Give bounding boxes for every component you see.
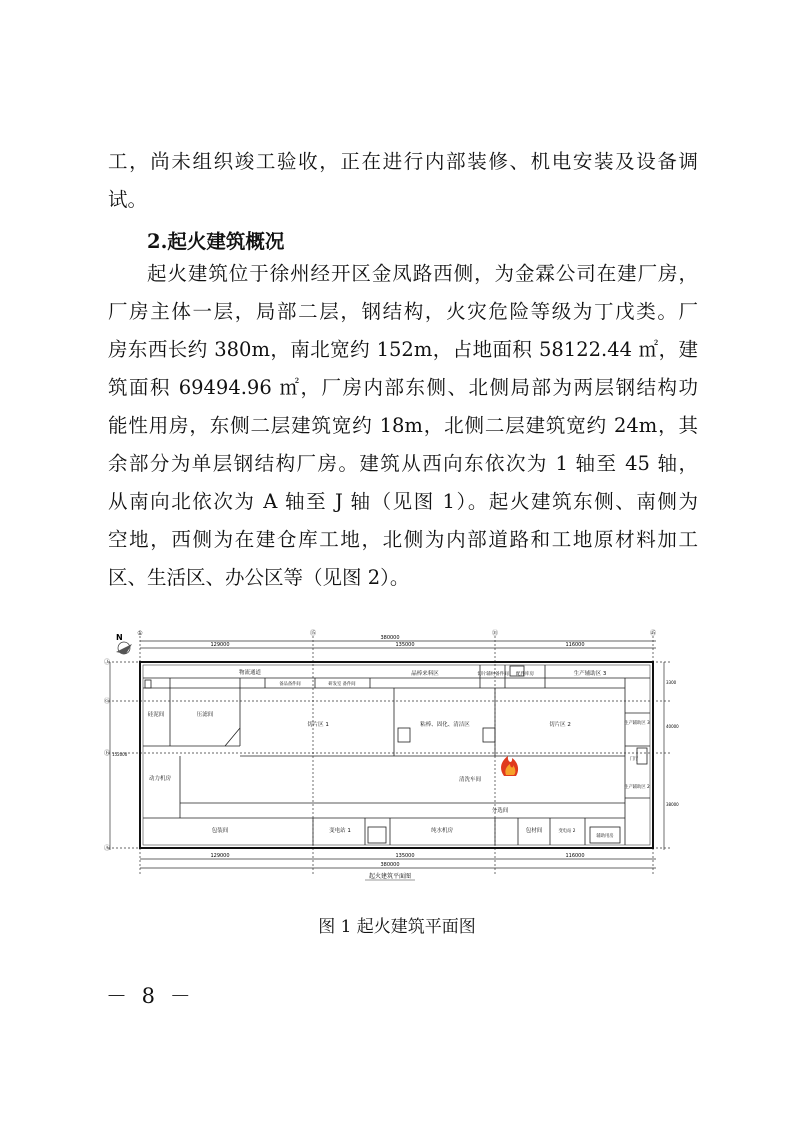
room-pack-material: 包材间 — [525, 828, 543, 834]
dim-top-left: 129000 — [210, 642, 230, 648]
room-storage: 配件库房 — [516, 672, 534, 677]
dim-bottom-total: 380000 — [380, 862, 400, 868]
body-paragraph — [108, 255, 698, 597]
room-substation-1: 变电站 1 — [329, 828, 351, 834]
room-prod-aux-e3: 生产辅助区 3 — [624, 721, 650, 726]
north-label: N — [116, 633, 123, 642]
axis-col-1: ① — [137, 630, 143, 637]
dim-bottom-left: 129000 — [210, 853, 230, 859]
body-line-1: 起火建筑位于徐州经开区金凤路西侧，为金霖公司在建厂房， — [147, 262, 698, 285]
axis-row-g: Ⓖ — [104, 698, 111, 705]
room-sludge: 硅泥间 — [147, 712, 165, 718]
room-sort: 分选间 — [491, 808, 509, 814]
axis-row-e: Ⓔ — [104, 750, 111, 757]
room-spares-a: 备品备件间 — [279, 682, 301, 687]
room-logistics: 物流通道 — [238, 670, 262, 676]
body-line-3: 房东西长约 380m，南北宽约 152m，占地面积 58122.44 ㎡，建 — [108, 338, 698, 361]
room-prod-aux2: 生产辅助区 2 — [624, 785, 650, 790]
room-crystal-in: 晶棒来料区 — [411, 671, 439, 677]
intro-line-2: 试。 — [108, 188, 148, 211]
floor-plan-figure — [100, 628, 680, 888]
room-cut2: 切片区 2 — [549, 722, 571, 728]
axis-col-31: ㉛ — [491, 630, 499, 637]
body-line-6: 余部分为单层钢结构厂房。建筑从西向东依次为 1 轴至 45 轴， — [108, 452, 698, 475]
side-dim-2: 40000 — [666, 724, 679, 729]
section-heading: 2.起火建筑概况 — [147, 230, 285, 253]
room-pack: 包装间 — [211, 828, 229, 834]
body-line-8: 空地，西侧为在建仓库工地，北侧为内部道路和工地原材料加工 — [108, 528, 698, 551]
side-dim-4: 38000 — [666, 802, 679, 807]
axis-row-a: Ⓐ — [104, 845, 111, 852]
axis-col-15: ⑮ — [309, 630, 317, 637]
fire-origin-icon — [501, 756, 518, 776]
figure-caption: 图 1 起火建筑平面图 — [318, 917, 476, 937]
side-dim-1: 3300 — [666, 680, 677, 685]
dim-top-right: 116000 — [565, 642, 585, 648]
dim-bottom-mid: 135000 — [395, 853, 415, 859]
room-other: 辅助用房 — [596, 834, 614, 839]
body-line-4: 筑面积 69494.96 ㎡，厂房内部东侧、北侧局部为两层钢结构功 — [108, 376, 698, 399]
dim-top-total: 380000 — [380, 635, 400, 641]
room-spares-b: 研发室 备件间 — [328, 682, 356, 687]
axis-row-j: Ⓙ — [104, 659, 111, 666]
room-substation-2: 变电站 2 — [558, 829, 576, 834]
room-office: 门厅 — [629, 757, 639, 762]
room-prod-aux3: 生产辅助区 3 — [573, 671, 607, 677]
room-cut1: 切片区 1 — [307, 722, 329, 728]
floor-plan-drawing — [100, 628, 680, 888]
intro-line-1: 工，尚未组织竣工验收，正在进行内部装修、机电安装及设备调 — [108, 150, 698, 173]
room-wash: 清洗车间 — [458, 777, 482, 783]
body-line-7: 从南向北依次为 A 轴至 J 轴（见图 1）。起火建筑东侧、南侧为 — [108, 490, 698, 513]
dim-bottom-right: 116000 — [565, 853, 585, 859]
room-cut-stock: 切片辅材备件间 — [477, 672, 509, 677]
dim-top-mid: 135000 — [395, 642, 415, 648]
room-power: 动力机房 — [148, 776, 172, 782]
intro-paragraph — [108, 143, 698, 219]
body-line-9: 区、生活区、办公区等（见图 2）。 — [108, 566, 410, 589]
axis-col-45: ㊺ — [649, 630, 657, 637]
room-filter: 压滤间 — [196, 712, 214, 718]
side-dim-3: 152000 — [112, 752, 128, 757]
page-number: － 8 － — [106, 984, 195, 1008]
body-line-2: 厂房主体一层，局部二层，钢结构，火灾危险等级为丁戊类。厂 — [108, 300, 698, 323]
room-water: 纯水机房 — [430, 828, 454, 834]
north-arrow-icon — [116, 642, 132, 654]
plan-title: 起火建筑平面图 — [368, 873, 412, 880]
body-line-5: 能性用房，东侧二层建筑宽约 18m，北侧二层建筑宽约 24m，其 — [108, 414, 698, 437]
room-bond: 粘棒、固化、清洁区 — [420, 722, 470, 728]
